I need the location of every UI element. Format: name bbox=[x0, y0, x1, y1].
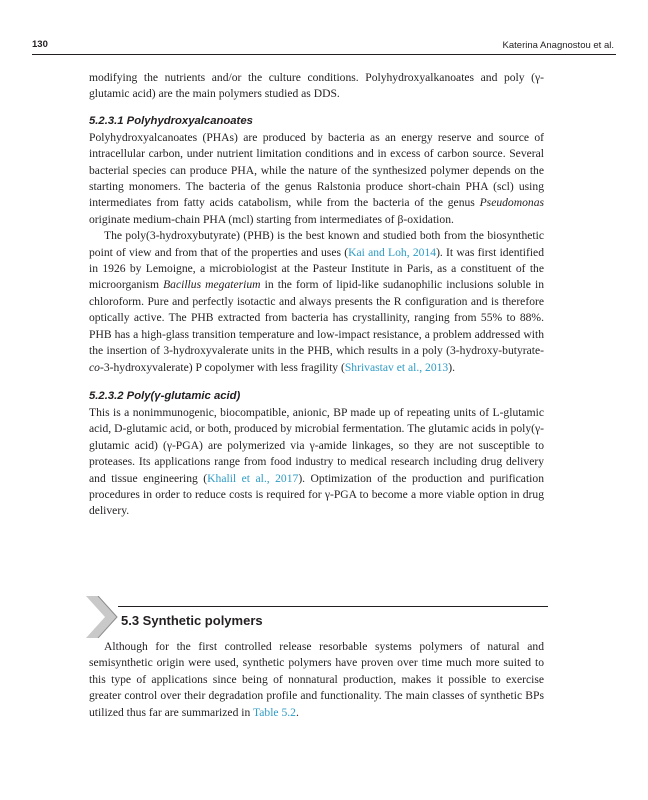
italic-genus-name: Pseudomonas bbox=[479, 196, 544, 210]
section-rule bbox=[118, 606, 548, 607]
italic-species-name: Bacillus megaterium bbox=[163, 278, 261, 292]
citation-link-kai-loh[interactable]: Kai and Loh, 2014 bbox=[348, 245, 437, 259]
main-text-column bbox=[89, 70, 544, 520]
subsection-heading-pga: 5.2.3.2 Poly(γ-glutamic acid) bbox=[89, 389, 241, 402]
italic-co: co bbox=[89, 360, 100, 374]
section-heading-block bbox=[86, 596, 548, 638]
intro-paragraph: modifying the nutrients and/or the culture conditions. Polyhydroxyalkanoates and poly (γ-glutamic acid) are the main polymers studied as DDS. bbox=[89, 71, 544, 101]
running-header bbox=[32, 36, 616, 55]
pga-paragraph: This is a nonimmunogenic, biocompatible, anionic, BP made up of repeating units of L-glutamic acid, D-glutamic acid, or both, produced by microbial fermentation. The glutamic acids in poly(γ-glutamic acid) (γ-PGA) are polymerized via γ-amide linkages, so they are not susceptible to proteases. Its applications range from food industry to medical research including drug delivery and tissue engineering (Khalil et al., 2017). Optimization of the production and purification procedures in order to reduce costs is required for γ-PGA to become a more viable option in drug delivery. bbox=[89, 405, 544, 518]
pha-paragraph-1: Polyhydroxyalcanoates (PHAs) are produced by bacteria as an energy reserve and source of intracellular carbon, under nutrient limitation conditions and in excess of carbon source. Several bacterial species can produce PHA, while the nature of the synthesized polymer depends on the starting monomers. The bacteria of the genus Ralstonia produce short-chain PHA (scl) using intermediates from fatty acids catabolism, while from the bacteria of the genus Pseudomonas originate medium-chain PHA (mcl) starting from intermediates of β-oxidation. bbox=[89, 130, 544, 226]
pha-paragraph-2: The poly(3-hydroxybutyrate) (PHB) is the best known and studied both from the biosynthetic point of view and from that of the properties and uses (Kai and Loh, 2014). It was first identified in 1926 by Lemoigne, a microbiologist at the Pasteur Institute in Paris, as a constituent of the microorganism Bacillus megaterium in the form of lipid-like sudanophilic inclusions soluble in chloroform. Pure and perfectly isotactic and always presents the R configuration and is therefore optically active. The PHB extracted from bacteria has crystallinity, ranging from 55% to 88%. PHB has a high-glass transition temperature and low-impact resistance, a problem addressed with the insertion of 3-hydroxyvalerate units in the PHB, which results in a poly (3-hydroxy-butyrate-co-3-hydroxyvalerate) P copolymer with less fragility (Shrivastav et al., 2013). bbox=[89, 229, 544, 374]
page-number: 130 bbox=[32, 39, 48, 50]
citation-link-khalil[interactable]: Khalil et al., 2017 bbox=[207, 471, 299, 485]
chevron-arrow-icon bbox=[86, 596, 120, 638]
running-head-authors: Katerina Anagnostou et al. bbox=[502, 40, 614, 51]
citation-link-shrivastav[interactable]: Shrivastav et al., 2013 bbox=[344, 360, 449, 374]
synthetic-paragraph: Although for the first controlled release resorbable systems polymers of natural and semisynthetic origin were used, synthetic polymers have proven over time much more suited to this type of applications since being of nonnatural production, makes it possible to exercise greater control over their degradation profile and functionality. The main classes of synthetic BPs utilized thus far are summarized in Table 5.2. bbox=[89, 640, 544, 719]
subsection-heading-pha: 5.2.3.1 Polyhydroxyalcanoates bbox=[89, 114, 253, 127]
table-reference-link[interactable]: Table 5.2 bbox=[252, 705, 296, 719]
section-title: 5.3 Synthetic polymers bbox=[121, 613, 263, 628]
synthetic-polymers-text bbox=[89, 639, 544, 721]
